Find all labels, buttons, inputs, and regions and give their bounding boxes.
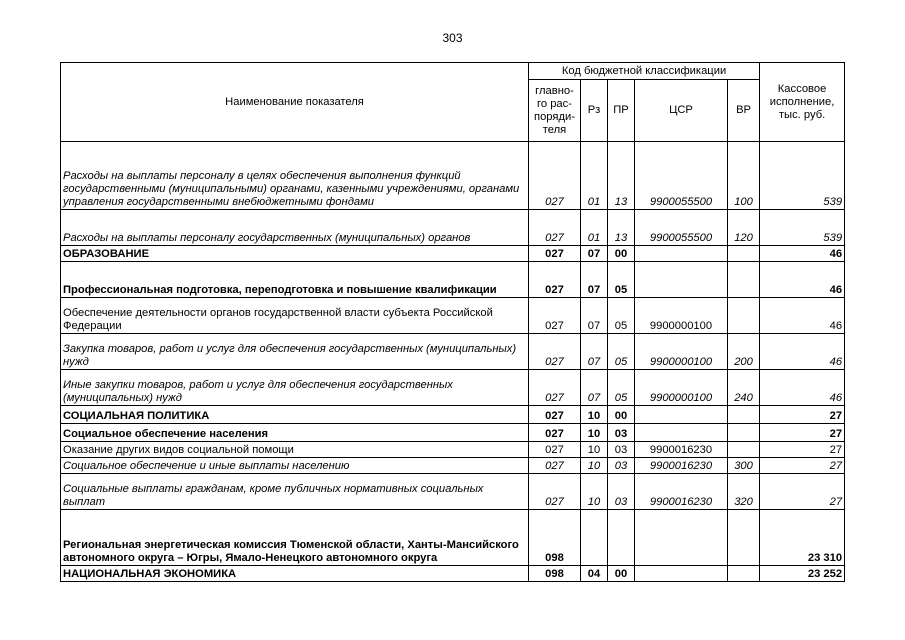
row-name: Оказание других видов социальной помощи <box>61 442 529 458</box>
row-sum: 46 <box>760 262 845 298</box>
row-name: Социальное обеспечение и иные выплаты населению <box>61 458 529 474</box>
page-number: 303 <box>442 31 463 45</box>
row-pr <box>608 510 635 566</box>
row-rz <box>581 510 608 566</box>
row-name: Закупка товаров, работ и услуг для обеспечения государственных (муниципальных) нужд <box>61 334 529 370</box>
row-rz: 04 <box>581 566 608 582</box>
row-sum: 23 252 <box>760 566 845 582</box>
row-pr: 00 <box>608 566 635 582</box>
table-row <box>61 370 845 406</box>
row-csr: 9900055500 <box>635 210 728 246</box>
table-row <box>61 458 845 474</box>
row-vr <box>728 406 760 424</box>
table-row <box>61 424 845 442</box>
row-sum: 46 <box>760 246 845 262</box>
row-sum: 27 <box>760 424 845 442</box>
row-sum: 27 <box>760 474 845 510</box>
row-pr: 03 <box>608 442 635 458</box>
row-rz: 07 <box>581 370 608 406</box>
table-row <box>61 142 845 210</box>
row-pr: 05 <box>608 298 635 334</box>
row-rz: 01 <box>581 142 608 210</box>
header-name: Наименование показателя <box>61 63 529 142</box>
header-sum: Кассовое исполнение, тыс. руб. <box>760 63 845 142</box>
row-vr <box>728 510 760 566</box>
row-pr: 00 <box>608 246 635 262</box>
row-pr: 00 <box>608 406 635 424</box>
row-pr: 05 <box>608 370 635 406</box>
row-pr: 13 <box>608 210 635 246</box>
row-csr <box>635 406 728 424</box>
table-row <box>61 334 845 370</box>
table-row <box>61 474 845 510</box>
row-name: Расходы на выплаты персоналу в целях обеспечения выполнения функций государственными (муниципальными) органами, казенными учреждениями, органами управления государственными внебюджетными фондами <box>61 142 529 210</box>
row-name: НАЦИОНАЛЬНАЯ ЭКОНОМИКА <box>61 566 529 582</box>
row-vr <box>728 566 760 582</box>
row-name: Иные закупки товаров, работ и услуг для обеспечения государственных (муниципальных) нужд <box>61 370 529 406</box>
row-glav: 027 <box>529 406 581 424</box>
row-csr: 9900016230 <box>635 458 728 474</box>
row-rz: 07 <box>581 298 608 334</box>
row-pr: 03 <box>608 424 635 442</box>
row-pr: 03 <box>608 458 635 474</box>
row-csr <box>635 246 728 262</box>
row-vr <box>728 246 760 262</box>
row-vr: 320 <box>728 474 760 510</box>
row-glav: 027 <box>529 298 581 334</box>
row-glav: 027 <box>529 262 581 298</box>
header-group: Код бюджетной классификации <box>529 63 760 80</box>
row-csr: 9900000100 <box>635 298 728 334</box>
row-vr <box>728 442 760 458</box>
header-glav: главно-го рас-поряди-теля <box>529 80 581 142</box>
row-glav: 027 <box>529 442 581 458</box>
table-row <box>61 510 845 566</box>
table-row <box>61 298 845 334</box>
row-sum: 46 <box>760 298 845 334</box>
row-glav: 027 <box>529 142 581 210</box>
row-pr: 05 <box>608 262 635 298</box>
row-csr: 9900016230 <box>635 474 728 510</box>
row-csr <box>635 510 728 566</box>
row-glav: 027 <box>529 334 581 370</box>
row-rz: 10 <box>581 474 608 510</box>
table-row <box>61 406 845 424</box>
header-vr: ВР <box>728 80 760 142</box>
row-sum: 46 <box>760 370 845 406</box>
row-csr: 9900000100 <box>635 370 728 406</box>
row-rz: 10 <box>581 424 608 442</box>
row-vr: 300 <box>728 458 760 474</box>
row-rz: 07 <box>581 262 608 298</box>
header-pr: ПР <box>608 80 635 142</box>
row-csr <box>635 424 728 442</box>
row-rz: 07 <box>581 334 608 370</box>
table-body <box>61 142 845 582</box>
row-name: Региональная энергетическая комиссия Тюменской области, Ханты-Мансийского автономного округа – Югры, Ямало-Ненецкого автономного округа <box>61 510 529 566</box>
row-sum: 27 <box>760 442 845 458</box>
row-sum: 23 310 <box>760 510 845 566</box>
row-sum: 539 <box>760 142 845 210</box>
row-name: Социальное обеспечение населения <box>61 424 529 442</box>
row-pr: 03 <box>608 474 635 510</box>
row-csr <box>635 262 728 298</box>
budget-table <box>60 62 845 582</box>
row-sum: 539 <box>760 210 845 246</box>
header-csr: ЦСР <box>635 80 728 142</box>
row-name: Профессиональная подготовка, переподготовка и повышение квалификации <box>61 262 529 298</box>
table-row <box>61 262 845 298</box>
row-glav: 027 <box>529 210 581 246</box>
row-glav: 027 <box>529 458 581 474</box>
row-glav: 098 <box>529 510 581 566</box>
row-sum: 46 <box>760 334 845 370</box>
row-glav: 027 <box>529 246 581 262</box>
row-csr: 9900000100 <box>635 334 728 370</box>
row-rz: 10 <box>581 458 608 474</box>
table-row <box>61 442 845 458</box>
row-name: Расходы на выплаты персоналу государственных (муниципальных) органов <box>61 210 529 246</box>
row-vr: 100 <box>728 142 760 210</box>
row-vr <box>728 298 760 334</box>
table-row <box>61 246 845 262</box>
row-rz: 10 <box>581 442 608 458</box>
row-name: ОБРАЗОВАНИЕ <box>61 246 529 262</box>
header-rz: Рз <box>581 80 608 142</box>
row-glav: 027 <box>529 424 581 442</box>
row-glav: 027 <box>529 370 581 406</box>
row-vr <box>728 262 760 298</box>
row-sum: 27 <box>760 406 845 424</box>
row-pr: 05 <box>608 334 635 370</box>
row-vr: 120 <box>728 210 760 246</box>
row-csr <box>635 566 728 582</box>
row-name: СОЦИАЛЬНАЯ ПОЛИТИКА <box>61 406 529 424</box>
row-rz: 07 <box>581 246 608 262</box>
row-vr: 240 <box>728 370 760 406</box>
row-rz: 01 <box>581 210 608 246</box>
row-name: Социальные выплаты гражданам, кроме публичных нормативных социальных выплат <box>61 474 529 510</box>
row-glav: 098 <box>529 566 581 582</box>
row-csr: 9900055500 <box>635 142 728 210</box>
row-vr <box>728 424 760 442</box>
row-sum: 27 <box>760 458 845 474</box>
row-pr: 13 <box>608 142 635 210</box>
row-name: Обеспечение деятельности органов государственной власти субъекта Российской Федерации <box>61 298 529 334</box>
row-vr: 200 <box>728 334 760 370</box>
row-rz: 10 <box>581 406 608 424</box>
row-csr: 9900016230 <box>635 442 728 458</box>
row-glav: 027 <box>529 474 581 510</box>
table-row <box>61 210 845 246</box>
table-row <box>61 566 845 582</box>
